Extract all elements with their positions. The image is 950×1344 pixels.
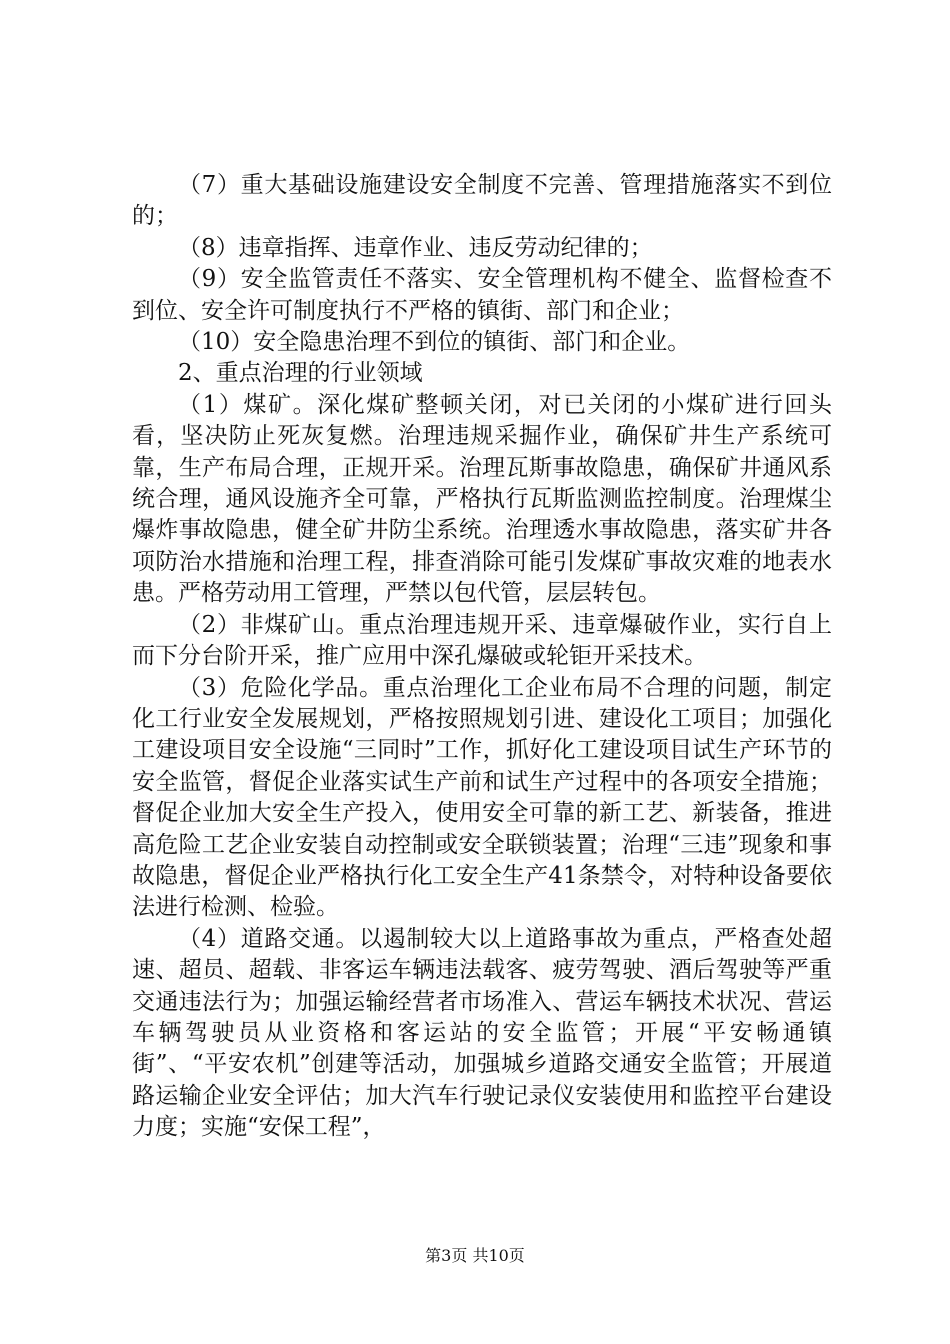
- paragraph-item-8: （8）违章指挥、违章作业、违反劳动纪律的；: [178, 234, 653, 261]
- paragraph-item-9: （9）安全监管责任不落实、安全管理机构不健全、监督检查不到位、安全许可制度执行不严格的镇街、部门和企业；: [132, 266, 832, 324]
- paragraph-item-7: （7）重大基础设施建设安全制度不完善、管理措施落实不到位的；: [132, 172, 832, 230]
- paragraph-item-10: （10）安全隐患治理不到位的镇街、部门和企业。: [178, 329, 691, 356]
- paragraph-road-traffic: （4）道路交通。以遏制较大以上道路事故为重点，严格查处超速、超员、超载、非客运车辆违法载客、疲劳驾驶、酒后驾驶等严重交通违法行为；加强运输经营者市场准入、营运车辆技术状况、营运车辆驾驶员从业资格和客运站的安全监管；开展“平安畅通镇街”、“平安农机”创建等活动，加强城乡道路交通安全监管；开展道路运输企业安全评估；加大汽车行驶记录仪安装使用和监控平台建设力度；实施“安保工程”，: [132, 925, 832, 1141]
- page-number-footer: 第3页 共10页: [425, 1246, 525, 1265]
- paragraph-hazardous-chemicals: （3）危险化学品。重点治理化工企业布局不合理的问题，制定化工行业安全发展规划，严格按照规划引进、建设化工项目；加强化工建设项目安全设施“三同时”工作，抓好化工建设项目试生产环节的安全监管，督促企业落实试生产前和试生产过程中的各项安全措施；督促企业加大安全生产投入，使用安全可靠的新工艺、新装备，推进高危险工艺企业安装自动控制或安全联锁装置；治理“三违”现象和事故隐患，督促企业严格执行化工安全生产41条禁令，对特种设备要依法进行检测、检验。: [132, 674, 832, 921]
- section-heading-key-industries: 2、重点治理的行业领域: [178, 360, 423, 387]
- paragraph-coal-mines: （1）煤矿。深化煤矿整顿关闭，对已关闭的小煤矿进行回头看，坚决防止死灰复燃。治理违规采掘作业，确保矿井生产系统可靠，生产布局合理，正规开采。治理瓦斯事故隐患，确保矿井通风系统合理，通风设施齐全可靠，严格执行瓦斯监测监控制度。治理煤尘爆炸事故隐患，健全矿井防尘系统。治理透水事故隐患，落实矿井各项防治水措施和治理工程，排查消除可能引发煤矿事故灾难的地表水患。严格劳动用工管理，严禁以包代管，层层转包。: [132, 391, 832, 607]
- paragraph-non-coal-mines: （2）非煤矿山。重点治理违规开采、违章爆破作业，实行自上而下分台阶开采，推广应用中深孔爆破或轮钜开采技术。: [132, 611, 832, 670]
- document-body: [132, 170, 832, 1144]
